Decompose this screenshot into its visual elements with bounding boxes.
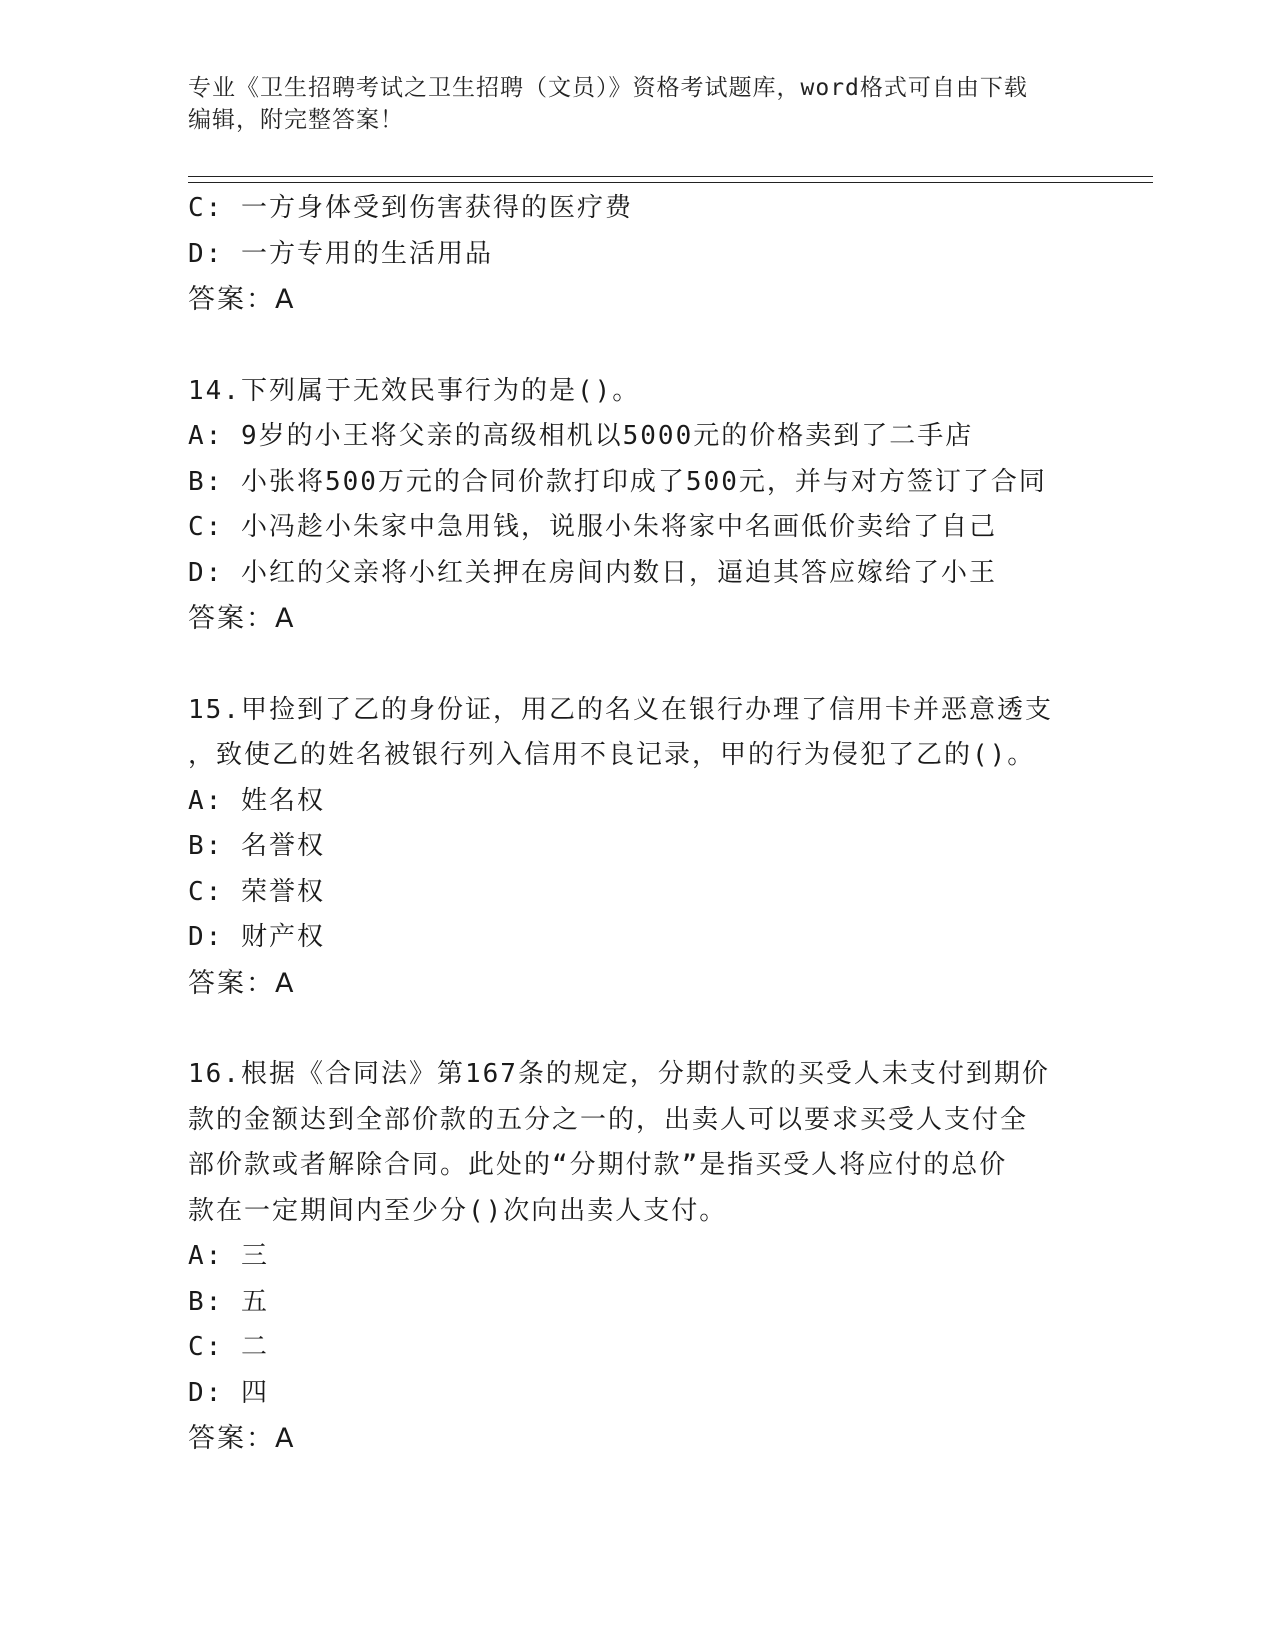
option-a: A: 三	[188, 1241, 269, 1271]
option-d: D: 小红的父亲将小红关押在房间内数日，逼迫其答应嫁给了小王	[188, 557, 997, 588]
answer-line: 答案：A	[188, 967, 296, 999]
header-line-1: 专业《卫生招聘考试之卫生招聘（文员）》资格考试题库，word格式可自由下载	[188, 75, 1028, 101]
option-b: B: 小张将500万元的合同价款打印成了500元，并与对方签订了合同	[188, 466, 1047, 497]
question-16	[188, 1052, 1088, 1462]
option-a: A: 姓名权	[188, 785, 325, 816]
question-stem-line-1: 16.根据《合同法》第167条的规定，分期付款的买受人未支付到期价	[188, 1059, 1050, 1089]
answer-line: 答案：A	[188, 603, 296, 634]
question-15	[188, 688, 1088, 1007]
option-d: D: 四	[188, 1377, 269, 1408]
answer-line: 答案：A	[188, 1423, 296, 1454]
question-stem-line-2: 款的金额达到全部价款的五分之一的，出卖人可以要求买受人支付全	[188, 1104, 1029, 1135]
question-stem: 14.下列属于无效民事行为的是()。	[188, 375, 641, 406]
option-a: A: 9岁的小王将父亲的高级相机以5000元的价格卖到了二手店	[188, 421, 974, 451]
question-14	[188, 369, 1088, 642]
option-c: C: 荣誉权	[188, 876, 325, 907]
option-c: C: 一方身体受到伤害获得的医疗费	[188, 193, 633, 223]
question-stem-line-4: 款在一定期间内至少分()次向出卖人支付。	[188, 1195, 728, 1226]
spacer	[188, 642, 1088, 688]
option-b: B: 五	[188, 1286, 269, 1317]
header-rule-top	[188, 176, 1153, 177]
question-stem-line-3: 部价款或者解除合同。此处的“分期付款”是指买受人将应付的总价	[188, 1150, 1008, 1180]
header-line-2: 编辑，附完整答案！	[188, 107, 404, 133]
question-stem-line-2: ，致使乙的姓名被银行列入信用不良记录，甲的行为侵犯了乙的()。	[188, 740, 1036, 770]
question-stem-line-1: 15.甲捡到了乙的身份证，用乙的名义在银行办理了信用卡并恶意透支	[188, 694, 1053, 725]
spacer	[188, 323, 1088, 369]
header-rule-bottom	[188, 182, 1153, 183]
question-13-continued	[188, 186, 1088, 323]
option-c: C: 小冯趁小朱家中急用钱，说服小朱将家中名画低价卖给了自己	[188, 512, 997, 542]
option-d: D: 一方专用的生活用品	[188, 238, 493, 269]
spacer	[188, 1006, 1088, 1052]
question-list	[188, 186, 1088, 1462]
document-header	[188, 72, 1088, 136]
option-d: D: 财产权	[188, 922, 325, 952]
answer-line: 答案：A	[188, 284, 296, 315]
option-b: B: 名誉权	[188, 831, 325, 861]
option-c: C: 二	[188, 1332, 269, 1362]
